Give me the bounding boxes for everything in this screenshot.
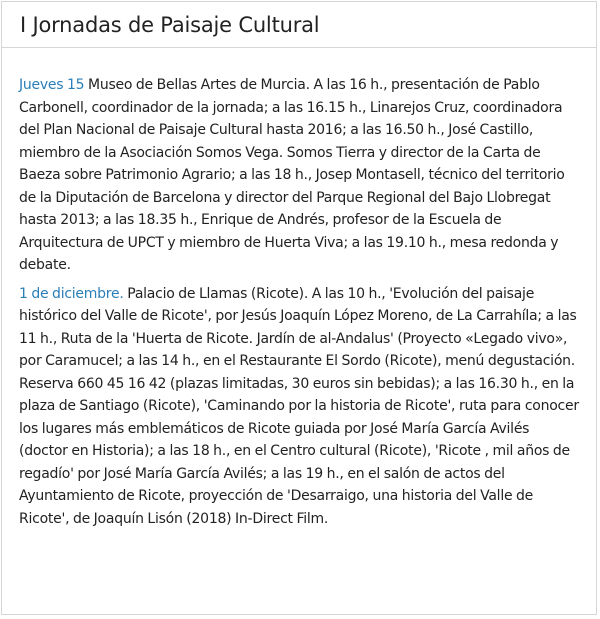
entry-text: Palacio de Llamas (Ricote). A las 10 h., 'Evolución del paisaje histórico del Valle de Ricote', por Jesús Joaquín López Moreno, de La Carrahíla; a las 11 h., Ruta de la 'Huerta de Ricote. Jardín de al-Andalus' (Proyecto «Legado vivo», por Caramucel; a las 14 h., en el Restaurante El Sordo (Ricote), menú degustación. Reserva 660 45 16 42 (plazas limitadas, 30 euros sin bebidas); a las 16.30 h., en la plaza de Santiago (Ricote), 'Caminando por la historia de Ricote', ruta para conocer los lugares más emblemáticos de Ricote guiada por José María García Avilés (doctor en Historia); a las 18 h., en el Centro cultural (Ricote), 'Ricote , mil años de regadío' por José María García Avilés; a las 19 h., en el salón de actos del Ayuntamiento de Ricote, proyección de 'Desarraigo, una historia del Valle de Ricote', de Joaquín Lisón (2018) In-Direct Film. (19, 285, 579, 527)
entry-date: 1 de diciembre. (19, 285, 124, 302)
card-header (2, 2, 596, 48)
schedule-entry-jueves-15 (19, 74, 580, 277)
entry-date: Jueves 15 (19, 77, 85, 93)
card-title: I Jornadas de Paisaje Cultural (20, 13, 320, 37)
schedule-entry-1-diciembre (19, 283, 580, 531)
event-card (1, 1, 597, 615)
card-body (2, 48, 596, 530)
entry-text: Museo de Bellas Artes de Murcia. A las 16 h., presentación de Pablo Carbonell, coordinador de la jornada; a las 16.15 h., Linarejos Cruz, coordinadora del Plan Nacional de Paisaje Cultural hasta 2016; a las 16.50 h., José Castillo, miembro de la Asociación Somos Vega. Somos Tierra y director de la Carta de Baeza sobre Patrimonio Agrario; a las 18 h., Josep Montasell, técnico del territorio de la Diputación de Barcelona y director del Parque Regional del Bajo Llobregat hasta 2013; a las 18.35 h., Enrique de Andrés, profesor de la Escuela de Arquitectura de UPCT y miembro de Huerta Viva; a las 19.10 h., mesa redonda y debate. (19, 77, 565, 273)
